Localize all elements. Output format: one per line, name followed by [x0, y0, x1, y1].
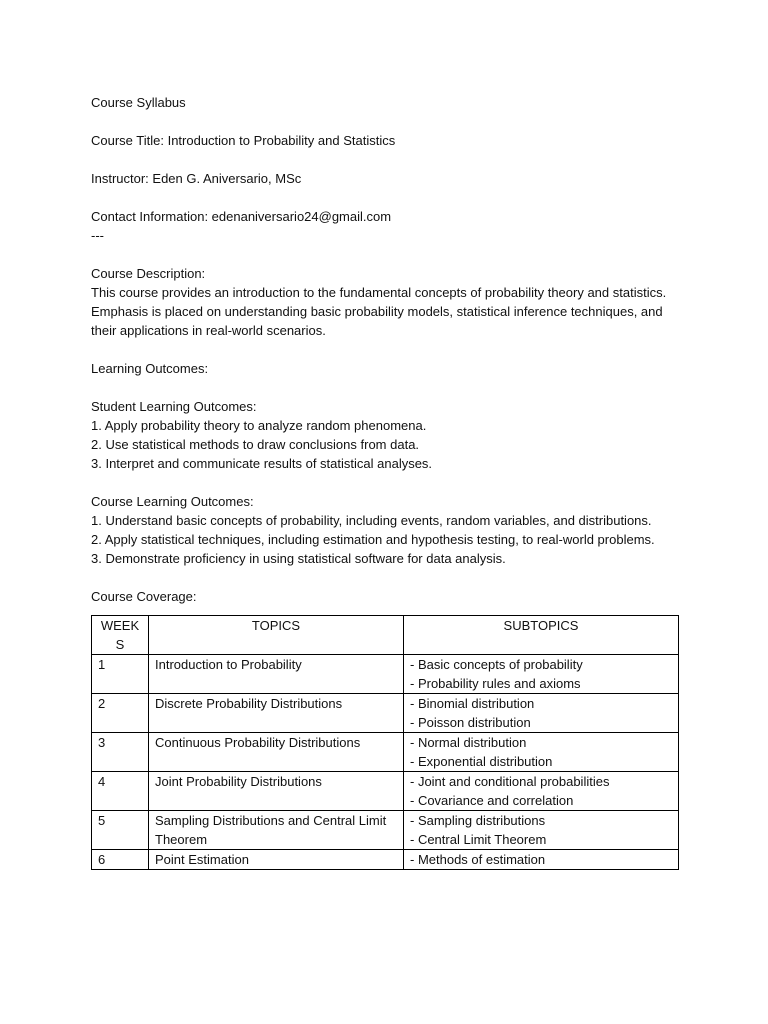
- subtopic-item: - Central Limit Theorem: [410, 832, 547, 847]
- topic-cell: Introduction to Probability: [149, 655, 404, 694]
- topic-cell: Continuous Probability Distributions: [149, 733, 404, 772]
- course-description-heading: Course Description:: [91, 266, 206, 281]
- topic-cell: Joint Probability Distributions: [149, 772, 404, 811]
- week-cell: 6: [92, 850, 149, 870]
- week-cell: 4: [92, 772, 149, 811]
- contact-information: Contact Information: edenaniversario24@gmail.com: [91, 209, 392, 224]
- subtopic-item: - Binomial distribution: [410, 696, 535, 711]
- week-cell: 2: [92, 694, 149, 733]
- subtopics-cell: [404, 811, 679, 850]
- learning-outcomes-heading: Learning Outcomes:: [91, 361, 209, 376]
- subtopic-item: - Basic concepts of probability: [410, 657, 583, 672]
- subtopics-cell: [404, 733, 679, 772]
- student-outcome-item: 2. Use statistical methods to draw conclusions from data.: [91, 437, 420, 452]
- course-outcomes-heading: Course Learning Outcomes:: [91, 494, 254, 509]
- table-row: [92, 655, 679, 694]
- course-title: Course Title: Introduction to Probability and Statistics: [91, 133, 396, 148]
- course-outcome-item: 3. Demonstrate proficiency in using statistical software for data analysis.: [91, 551, 506, 566]
- table-row: [92, 733, 679, 772]
- subtopic-item: - Exponential distribution: [410, 754, 553, 769]
- instructor-line: Instructor: Eden G. Aniversario, MSc: [91, 171, 302, 186]
- topic-cell: Point Estimation: [149, 850, 404, 870]
- subtopic-item: - Methods of estimation: [410, 852, 546, 867]
- table-header-row: [92, 616, 679, 655]
- course-outcome-item: 1. Understand basic concepts of probability, including events, random variables, and distributions.: [91, 513, 652, 528]
- student-outcome-item: 1. Apply probability theory to analyze random phenomena.: [91, 418, 427, 433]
- column-header-topics: TOPICS: [149, 616, 404, 655]
- subtopics-cell: [404, 850, 679, 870]
- subtopic-item: - Poisson distribution: [410, 715, 531, 730]
- table-row: [92, 811, 679, 850]
- student-outcome-item: 3. Interpret and communicate results of statistical analyses.: [91, 456, 433, 471]
- week-cell: 5: [92, 811, 149, 850]
- subtopics-cell: [404, 772, 679, 811]
- separator-line: ---: [91, 228, 104, 243]
- subtopics-cell: [404, 694, 679, 733]
- course-coverage-heading: Course Coverage:: [91, 589, 197, 604]
- course-description-text: This course provides an introduction to the fundamental concepts of probability theory and statistics. Emphasis is placed on understanding basic probability models, statistical inference techniques, and their applications in real-world scenarios.: [91, 285, 667, 338]
- course-outcome-item: 2. Apply statistical techniques, including estimation and hypothesis testing, to real-world problems.: [91, 532, 655, 547]
- table-row: [92, 850, 679, 870]
- course-coverage-table: [91, 615, 679, 870]
- table-row: [92, 694, 679, 733]
- syllabus-document: [91, 93, 681, 870]
- subtopic-item: - Normal distribution: [410, 735, 527, 750]
- subtopic-item: - Probability rules and axioms: [410, 676, 581, 691]
- column-header-weeks: WEEKS: [92, 616, 149, 655]
- subtopic-item: - Joint and conditional probabilities: [410, 774, 610, 789]
- topic-cell: Discrete Probability Distributions: [149, 694, 404, 733]
- week-cell: 1: [92, 655, 149, 694]
- table-row: [92, 772, 679, 811]
- student-outcomes-heading: Student Learning Outcomes:: [91, 399, 257, 414]
- subtopics-cell: [404, 655, 679, 694]
- topic-cell: Sampling Distributions and Central Limit Theorem: [149, 811, 404, 850]
- week-cell: 3: [92, 733, 149, 772]
- document-heading: Course Syllabus: [91, 95, 186, 110]
- column-header-subtopics: SUBTOPICS: [404, 616, 679, 655]
- subtopic-item: - Sampling distributions: [410, 813, 546, 828]
- subtopic-item: - Covariance and correlation: [410, 793, 574, 808]
